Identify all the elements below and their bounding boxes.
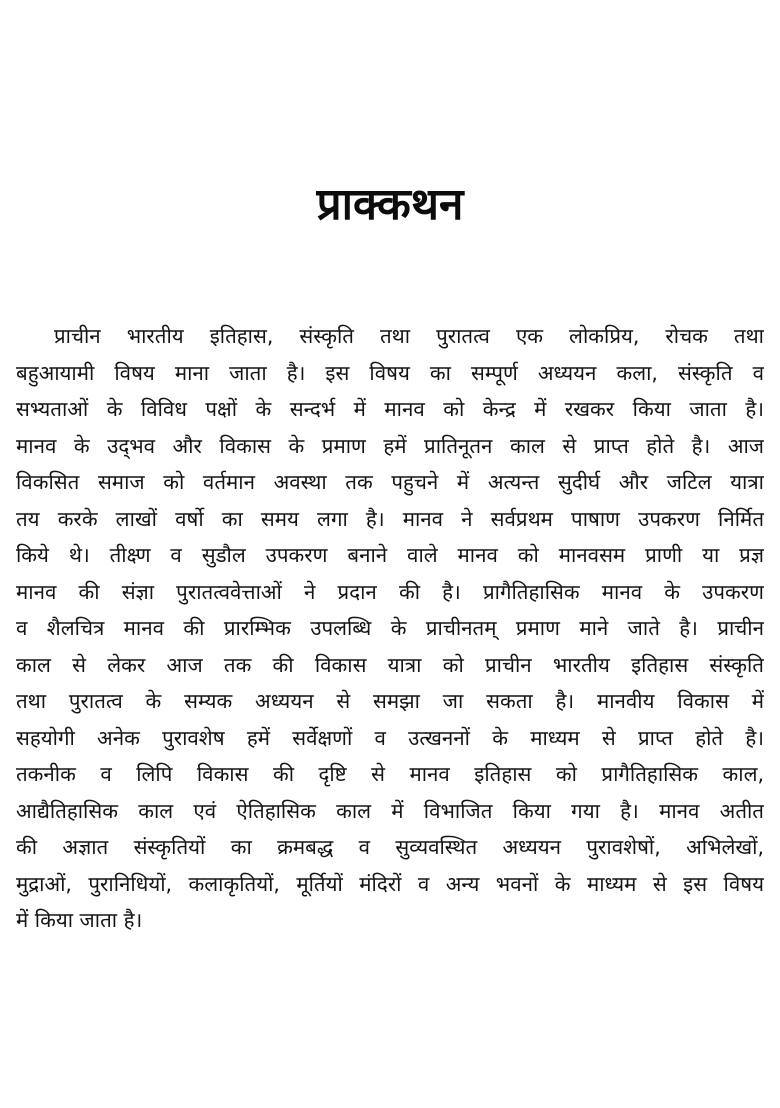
paragraph-line: की अज्ञात संस्कृतियों का क्रमबद्ध व सुव्यवस्थित अध्ययन पुरावशेषों, अभिलेखों, — [16, 835, 764, 859]
preface-paragraph — [16, 318, 764, 939]
paragraph-line: व शैलचित्र मानव की प्रारम्भिक उपलब्धि के प्राचीनतम् प्रमाण माने जाते है। प्राचीन — [16, 616, 764, 640]
paragraph-line: में किया जाता है। — [16, 908, 143, 932]
paragraph-line: तथा पुरातत्व के सम्यक अध्ययन से समझा जा सकता है। मानवीय विकास में — [16, 689, 764, 713]
page-title: प्राक्कथन — [316, 179, 464, 230]
paragraph-line: मानव के उद्‌भव और विकास के प्रमाण हमें प्रातिनूतन काल से प्राप्त होते है। आज — [16, 433, 764, 458]
paragraph-line: तय करके लाखों वर्षो का समय लगा है। मानव ने सर्वप्रथम पाषाण उपकरण निर्मित — [16, 506, 764, 531]
paragraph-line: किये थे। तीक्ष्ण व सुडौल उपकरण बनाने वाले मानव को मानवसम प्राणी या प्रज्ञ — [16, 543, 764, 567]
paragraph-line: सभ्यताओं के विविध पक्षों के सन्दर्भ में मानव को केन्द्र में रखकर किया जाता है। — [16, 397, 764, 421]
paragraph-line: मानव की संज्ञा पुरातत्ववेत्ताओं ने प्रदान की है। प्रागैतिहासिक मानव के उपकरण — [16, 579, 764, 604]
paragraph-line: सहयोगी अनेक पुरावशेष हमें सर्वेक्षणों व उत्खननों के माध्यम से प्राप्त होते है। — [16, 725, 764, 750]
paragraph-line: बहुआयामी विषय माना जाता है। इस विषय का सम्पूर्ण अध्ययन कला, संस्कृति व — [16, 360, 764, 385]
paragraph-line: तकनीक व लिपि विकास की दृष्टि से मानव इतिहास को प्रागैतिहासिक काल, — [16, 762, 764, 786]
paragraph-line: काल से लेकर आज तक की विकास यात्रा को प्राचीन भारतीय इतिहास संस्कृति — [16, 652, 764, 677]
paragraph-line: आद्यैतिहासिक काल एवं ऐतिहासिक काल में विभाजित किया गया है। मानव अतीत — [16, 798, 764, 823]
paragraph-line: मुद्राओं, पुरानिधियों, कलाकृतियों, मूर्तियों मंदिरों व अन्य भवनों के माध्यम से इस विषय — [16, 871, 764, 896]
paragraph-line: विकसित समाज को वर्तमान अवस्था तक पहुचने में अत्यन्त सुदीर्घ और जटिल यात्रा — [16, 470, 764, 494]
paragraph-line: प्राचीन भारतीय इतिहास, संस्कृति तथा पुरातत्व एक लोकप्रिय, रोचक तथा — [54, 324, 764, 348]
